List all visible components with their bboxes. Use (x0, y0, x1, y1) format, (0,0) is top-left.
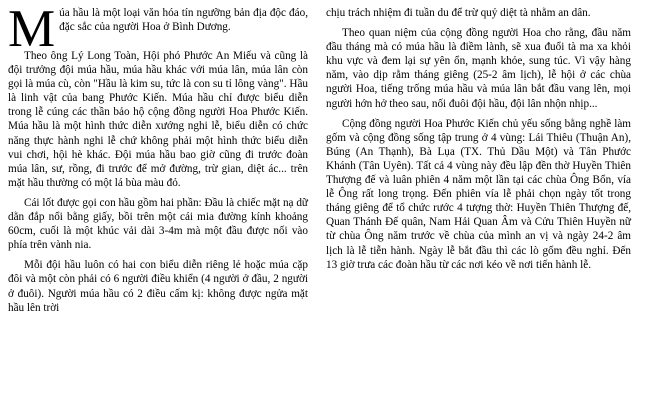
paragraph: chịu trách nhiệm đi tuần du để trừ quỷ diệt tà nhằm an dân. (326, 7, 591, 19)
paragraph-lead (8, 0, 308, 58)
left-column (8, 0, 308, 321)
paragraph: Theo ông Lý Long Toàn, Hội phó Phước An Miếu và cũng là đội trưởng đội múa hầu, múa hầu khác với múa lân, múa lân còn gọi là múa cù, còn "Hầu là kim su, tức là con su tỉ lông vàng". Hầu là linh vật của bang Phước Kiến. Múa hầu chỉ được biểu diễn trong lễ cúng các thần bảo hộ cộng đồng người Hoa Phước Kiến. Múa hầu là một hình thức diễn xướng nghi lễ, biểu diễn có chức năng thực hành nghi lễ chứ không phải một hình thức biểu diễn vui chơi, hội hè khác. Đội múa hầu bao giờ cũng đi trước đoàn múa lân, sư, rồng, đi trước để mở đường, trừ gian, diệt ác... trên mặt hầu thường có một lá bùa màu đỏ. (8, 50, 308, 189)
paragraph: Mỗi đội hầu luôn có hai con biểu diễn riêng lẻ hoặc múa cặp đôi và một còn phải có 6 người điều khiển (4 người ở đầu, 2 người ở đuôi). Người múa hầu có 2 điều cấm kị: không được ngửa mặt hầu lên trời (8, 259, 308, 314)
drop-cap: M (8, 0, 56, 58)
right-column (326, 6, 631, 278)
two-column-layout (8, 0, 639, 321)
paragraph: Theo quan niệm của cộng đồng người Hoa cho rằng, đầu năm đầu tháng mà có múa hầu là điềm lành, sẽ xua đuổi tà ma xa khỏi khu vực và đem lại sự yên ổn, mạnh khỏe, sung túc. Vì vậy hàng năm, vào dịp rằm tháng giêng (25-2 âm lịch), lễ hội ở các chùa người Hoa, tiếng trống múa hầu và múa lân bắt đầu vang lên, mọi người hớn hở theo sau, nối đuôi đội hầu, đội lân nhộn nhịp... (326, 27, 631, 110)
paragraph-text: úa hầu là một loại văn hóa tín ngưỡng bản địa độc đáo, đặc sắc của người Hoa ở Bình Dương. (59, 7, 308, 34)
paragraph: Cái lốt được gọi con hầu gồm hai phần: Đầu là chiếc mặt nạ dữ dằn đắp nổi bằng giấy, bồi trên một cái mia đường kính khoảng 60cm, cuối là một khúc vải dài 3-4m mà một đầu được nối vào phía trên vành nia. (8, 196, 308, 252)
paragraph: Cộng đồng người Hoa Phước Kiến chủ yếu sống bằng nghề làm gốm và cộng đồng sống tập trung ở 4 vùng: Lái Thiêu (Thuận An), Búng (An Thạnh), Bà Lụa (TX. Thủ Dầu Một) và Tân Phước Khánh (Tân Uyên). Tất cả 4 vùng này đều lập đền thờ Huyền Thiên Thượng đế và luân phiên 4 năm một lần tại các chùa Ông Bổn, vía lễ Ông rất long trọng. Đến phiên vía lễ phải chọn ngày tốt trong tháng giêng để tổ chức rước 4 tượng thờ: Huyền Thiên Thượng đế, Quan Thánh Đế quân, Nam Hải Quan Âm và Cửu Thiên Huyền nữ từ chùa Ông năm trước về chùa của mình an vị và ngày 24-2 âm lịch là lễ tiễn hành. Ngày lễ bắt đầu thì các lò gốm đều nghỉ. Đến 13 giờ trưa các đoàn hầu từ các nơi kéo về nơi tiến hành lễ. (326, 117, 631, 271)
